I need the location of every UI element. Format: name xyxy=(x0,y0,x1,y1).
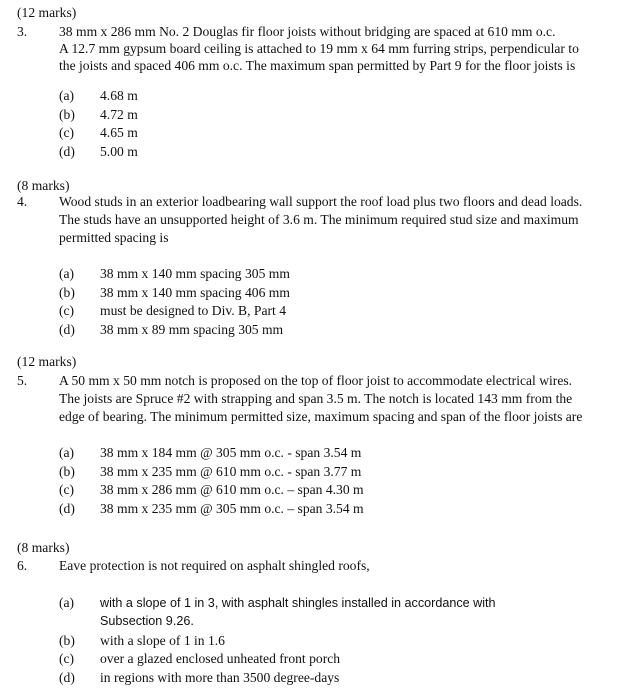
question-number: 5. xyxy=(17,373,28,388)
question-text-line: The joists are Spruce #2 with strapping and span 3.5 m. The notch is located 143 mm from the xyxy=(59,391,573,406)
option-text: 38 mm x 235 mm @ 610 mm o.c. - span 3.77 m xyxy=(100,464,362,479)
option-text: 38 mm x 184 mm @ 305 mm o.c. - span 3.54 m xyxy=(100,445,362,460)
option-text: over a glazed enclosed unheated front porch xyxy=(100,651,341,666)
option-text: must be designed to Div. B, Part 4 xyxy=(100,303,287,318)
question-number: 4. xyxy=(17,194,28,209)
marks-label: (12 marks) xyxy=(17,5,77,20)
option-text: 4.65 m xyxy=(100,125,138,140)
option-label: (b) xyxy=(59,633,75,648)
question-text-line: Eave protection is not required on asphalt shingled roofs, xyxy=(59,558,370,573)
question-text-line: permitted spacing is xyxy=(59,230,169,245)
option-text: 38 mm x 286 mm @ 610 mm o.c. – span 4.30 m xyxy=(100,482,364,497)
option-label: (b) xyxy=(59,285,75,300)
question-text-line: Wood studs in an exterior loadbearing wall support the roof load plus two floors and dead loads. xyxy=(59,194,583,209)
option-label: (c) xyxy=(59,482,75,497)
option-label: (a) xyxy=(59,445,75,460)
option-text: 38 mm x 235 mm @ 305 mm o.c. – span 3.54 m xyxy=(100,501,364,516)
option-text: 38 mm x 140 mm spacing 305 mm xyxy=(100,266,290,281)
option-label: (c) xyxy=(59,125,75,140)
option-label: (d) xyxy=(59,144,75,159)
question-number: 6. xyxy=(17,558,28,573)
question-text-line: The studs have an unsupported height of 3.6 m. The minimum required stud size and maximum xyxy=(59,212,579,227)
option-label: (b) xyxy=(59,464,75,479)
option-text: with a slope of 1 in 1.6 xyxy=(100,633,225,648)
marks-label: (12 marks) xyxy=(17,354,77,369)
question-text-line: A 12.7 mm gypsum board ceiling is attached to 19 mm x 64 mm furring strips, perpendicular to xyxy=(59,41,579,56)
option-label: (d) xyxy=(59,670,75,685)
question-text-line: A 50 mm x 50 mm notch is proposed on the top of floor joist to accommodate electrical wires. xyxy=(59,373,573,388)
option-label: (d) xyxy=(59,501,75,516)
option-text: 38 mm x 140 mm spacing 406 mm xyxy=(100,285,290,300)
option-text-continuation: Subsection 9.26. xyxy=(100,614,194,628)
option-text: 4.72 m xyxy=(100,107,138,122)
option-label: (a) xyxy=(59,88,75,103)
marks-label: (8 marks) xyxy=(17,178,70,193)
option-label: (a) xyxy=(59,266,75,281)
option-label: (c) xyxy=(59,651,75,666)
option-text: 5.00 m xyxy=(100,144,138,159)
question-text-line: 38 mm x 286 mm No. 2 Douglas fir floor joists without bridging are spaced at 610 mm o.c. xyxy=(59,24,556,39)
option-label: (b) xyxy=(59,107,75,122)
question-text-line: the joists and spaced 406 mm o.c. The maximum span permitted by Part 9 for the floor joists is xyxy=(59,58,576,73)
option-label: (c) xyxy=(59,303,75,318)
question-number: 3. xyxy=(17,24,28,39)
option-text: 4.68 m xyxy=(100,88,138,103)
marks-label: (8 marks) xyxy=(17,540,70,555)
option-label: (a) xyxy=(59,595,75,610)
question-text-line: edge of bearing. The minimum permitted size, maximum spacing and span of the floor joists are xyxy=(59,409,583,424)
option-text: with a slope of 1 in 3, with asphalt shingles installed in accordance with xyxy=(100,596,496,610)
option-label: (d) xyxy=(59,322,75,337)
option-text: 38 mm x 89 mm spacing 305 mm xyxy=(100,322,284,337)
option-text: in regions with more than 3500 degree-days xyxy=(100,670,340,685)
